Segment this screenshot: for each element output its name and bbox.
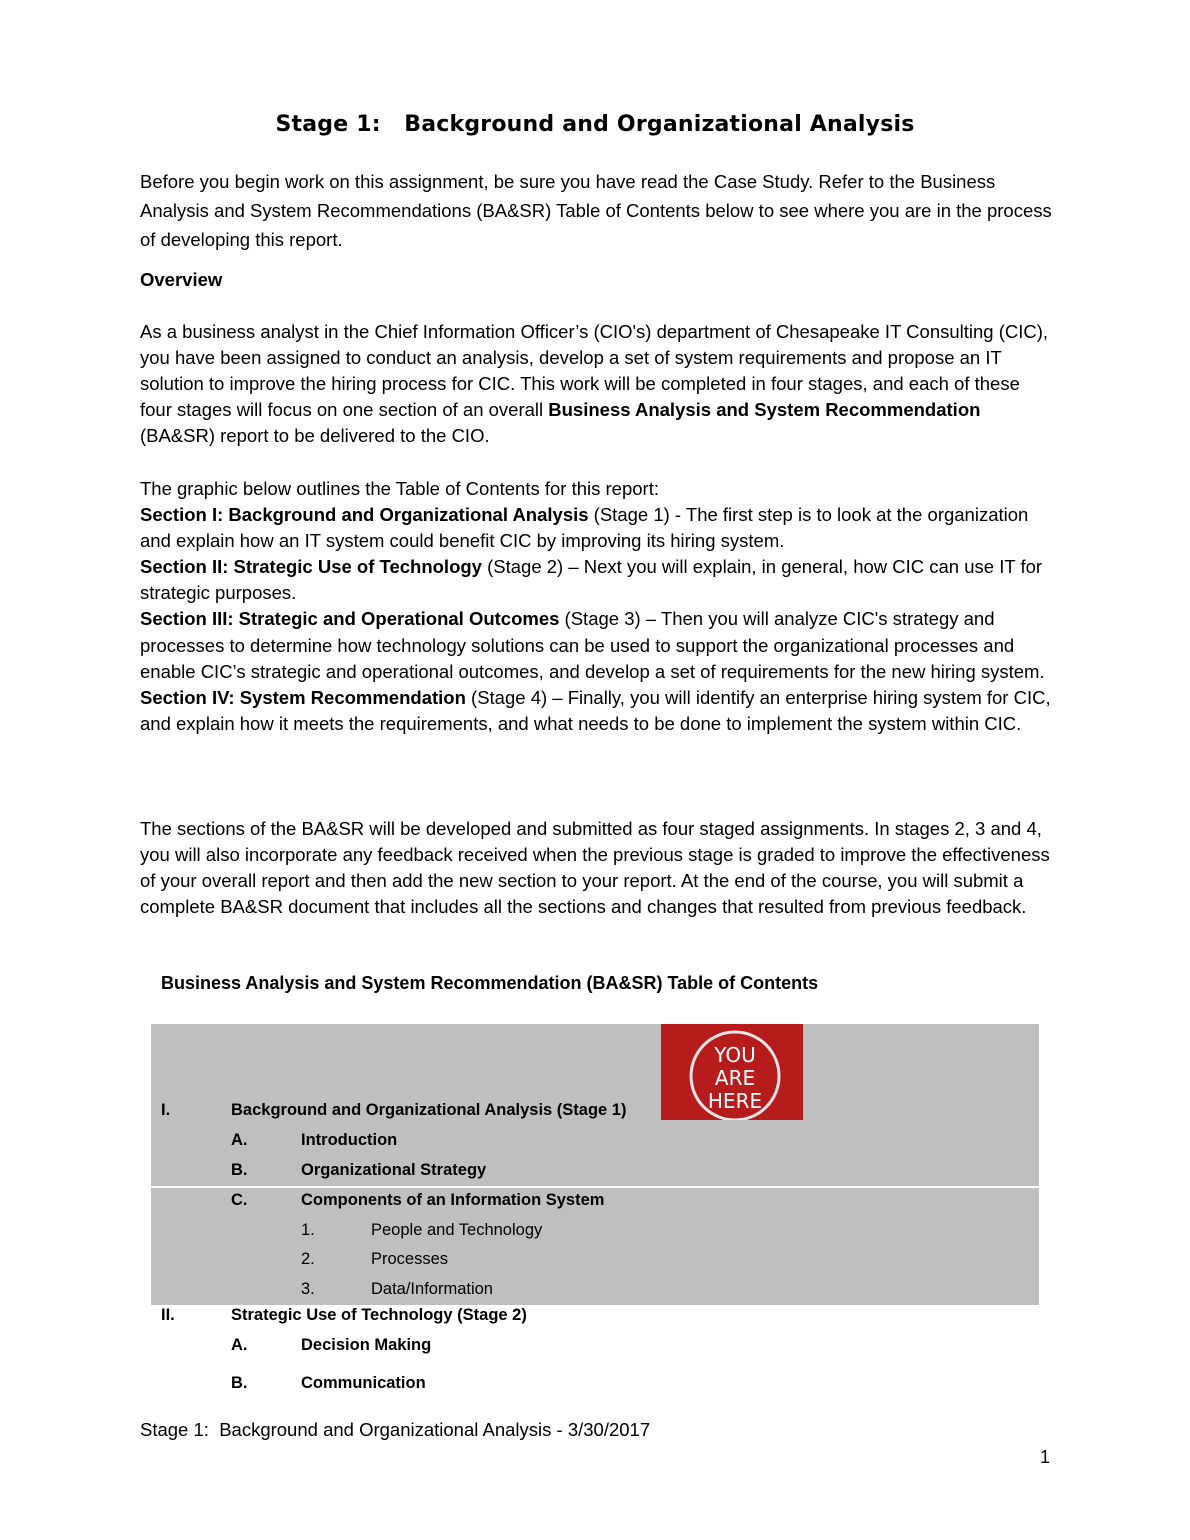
toc-row-number: B. (231, 1161, 248, 1179)
section-description (140, 606, 1055, 684)
toc-row-number: A. (231, 1131, 248, 1149)
toc-row-text: Decision Making (301, 1336, 432, 1354)
page-footer: Stage 1: Background and Organizational Analysis - 3/30/2017 (140, 1419, 651, 1440)
badge-line: YOU (714, 1043, 756, 1067)
section-label: Section I: Background and Organizational Analysis (140, 504, 589, 526)
toc-title: Business Analysis and System Recommendation (BA&SR) Table of Contents (161, 973, 819, 993)
overview-text-a: As a business analyst in the Chief Information Officer’s (CIO's) department of Chesapeake IT Consulting (CIC), you have been assigned to conduct an analysis, develop a set of system requirements and propose an IT solution to improve the hiring process for CIC. This work will be completed in four stages, and each of these four stages will focus on one section of an overall (140, 321, 1049, 421)
section-text: (Stage 4) – Finally, you will identify an enterprise hiring system for CIC, and explain how it meets the requirements, and what needs to be done to implement the system within CIC. (140, 686, 1051, 734)
toc-row-text: Data/Information (371, 1280, 493, 1298)
section-label: Section III: Strategic and Operational Outcomes (140, 608, 560, 630)
toc-row-text: Introduction (301, 1131, 398, 1149)
staging-paragraph: The sections of the BA&SR will be developed and submitted as four staged assignments. In stages 2, 3 and 4, you will also incorporate any feedback received when the previous stage is graded to improve the effectiveness of your overall report and then add the new section to your report. At the end of the course, you will submit a complete BA&SR document that includes all the sections and changes that resulted from previous feedback. (140, 818, 1050, 918)
toc-row-number: I. (161, 1101, 171, 1119)
section-label: Section II: Strategic Use of Technology (140, 556, 482, 578)
section-description (140, 685, 1055, 737)
toc-row-text: Strategic Use of Technology (Stage 2) (231, 1306, 527, 1324)
toc-row-number: 1. (301, 1221, 315, 1239)
sections-description (140, 476, 1055, 737)
section-label: Section IV: System Recommendation (140, 686, 466, 708)
badge-line: ARE (714, 1066, 756, 1090)
section-text: (Stage 2) – Next you will explain, in general, how CIC can use IT for strategic purposes. (140, 556, 1043, 604)
graphic-intro: The graphic below outlines the Table of Contents for this report: (140, 478, 659, 499)
intro-paragraph: Before you begin work on this assignment, be sure you have read the Case Study. Refer to the Business Analysis and System Recommendations (BA&SR) Table of Contents below to see where you are in the process of developing this report. (140, 171, 1052, 250)
section-description (140, 502, 1055, 554)
badge-line: HERE (707, 1089, 763, 1113)
toc-row-text: Processes (371, 1250, 449, 1268)
overview-text-b: (BA&SR) report to be delivered to the CIO. (140, 425, 490, 447)
toc-row-text: Communication (301, 1374, 426, 1392)
toc-row-text: Organizational Strategy (301, 1161, 487, 1179)
toc-row-number: C. (231, 1191, 248, 1209)
overview-paragraph (140, 319, 1055, 449)
section-text: (Stage 3) – Then you will analyze CIC's strategy and processes to determine how technology solutions can be used to support the organizational processes and enable CIC’s strategic and operational outcomes, and develop a set of requirements for the new hiring system. (140, 608, 1045, 682)
you-are-here-badge (661, 1024, 803, 1120)
report-name: Business Analysis and System Recommendation (548, 399, 981, 421)
page-title: Stage 1: Background and Organizational Analysis (275, 112, 915, 137)
toc-row-number: II. (161, 1306, 175, 1324)
page-number: 1 (1040, 1447, 1051, 1467)
toc-row-text: People and Technology (371, 1221, 543, 1239)
toc-row-number: 2. (301, 1250, 315, 1268)
toc-row-text: Background and Organizational Analysis (Stage 1) (231, 1101, 627, 1119)
toc-row-number: A. (231, 1336, 248, 1354)
section-text: (Stage 1) - The first step is to look at the organization and explain how an IT system could benefit CIC by improving its hiring system. (140, 504, 1029, 552)
you-are-here-icon (661, 1024, 803, 1120)
toc-row-number: 3. (301, 1280, 315, 1298)
overview-heading: Overview (140, 269, 223, 290)
toc-row-number: B. (231, 1374, 248, 1392)
section-description (140, 554, 1055, 606)
toc-row-text: Components of an Information System (301, 1191, 605, 1209)
